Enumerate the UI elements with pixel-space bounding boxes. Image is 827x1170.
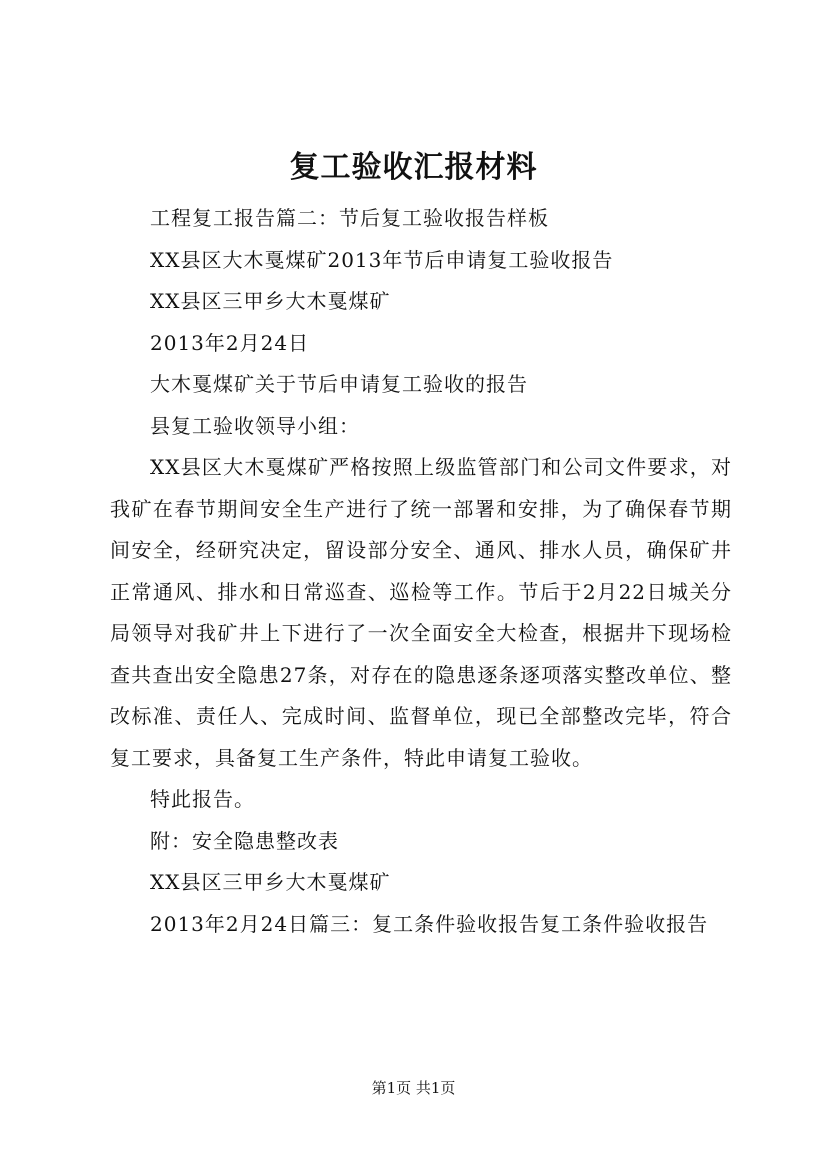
- document-title: 复工验收汇报材料: [289, 150, 538, 185]
- paragraph-7: XX县区大木戛煤矿严格按照上级监管部门和公司文件要求，对我矿在春节期间安全生产进行了统一部署和安排，为了确保春节期间安全，经研究决定，留设部分安全、通风、排水人员，确保矿井正常通风、排水和日常巡查、巡检等工作。节后于2月22日城关分局领导对我矿井上下进行了一次全面安全大检查，根据井下现场检查共查出安全隐患27条，对存在的隐患逐条逐项落实整改单位、整改标准、责任人、完成时间、监督单位，现已全部整改完毕，符合复工要求，具备复工生产条件，特此申请复工验收。: [110, 455, 732, 770]
- paragraph-8: 特此报告。: [150, 787, 255, 811]
- document-body: [110, 198, 732, 945]
- paragraph-6: 县复工验收领导小组：: [150, 413, 360, 438]
- paragraph-5: 大木戛煤矿关于节后申请复工验收的报告: [150, 372, 528, 396]
- page-footer: 第1页 共1页: [371, 1079, 456, 1097]
- paragraph-10: XX县区三甲乡大木戛煤矿: [150, 870, 391, 894]
- paragraph-11: 2013年2月24日篇三：复工条件验收报告复工条件验收报告: [150, 911, 709, 936]
- paragraph-4: 2013年2月24日: [150, 330, 310, 355]
- paragraph-1: 工程复工报告篇二：节后复工验收报告样板: [150, 206, 549, 230]
- paragraph-3: XX县区三甲乡大木戛煤矿: [150, 289, 391, 313]
- paragraph-9: 附：安全隐患整改表: [150, 828, 339, 853]
- paragraph-2: XX县区大木戛煤矿2013年节后申请复工验收报告: [150, 247, 614, 272]
